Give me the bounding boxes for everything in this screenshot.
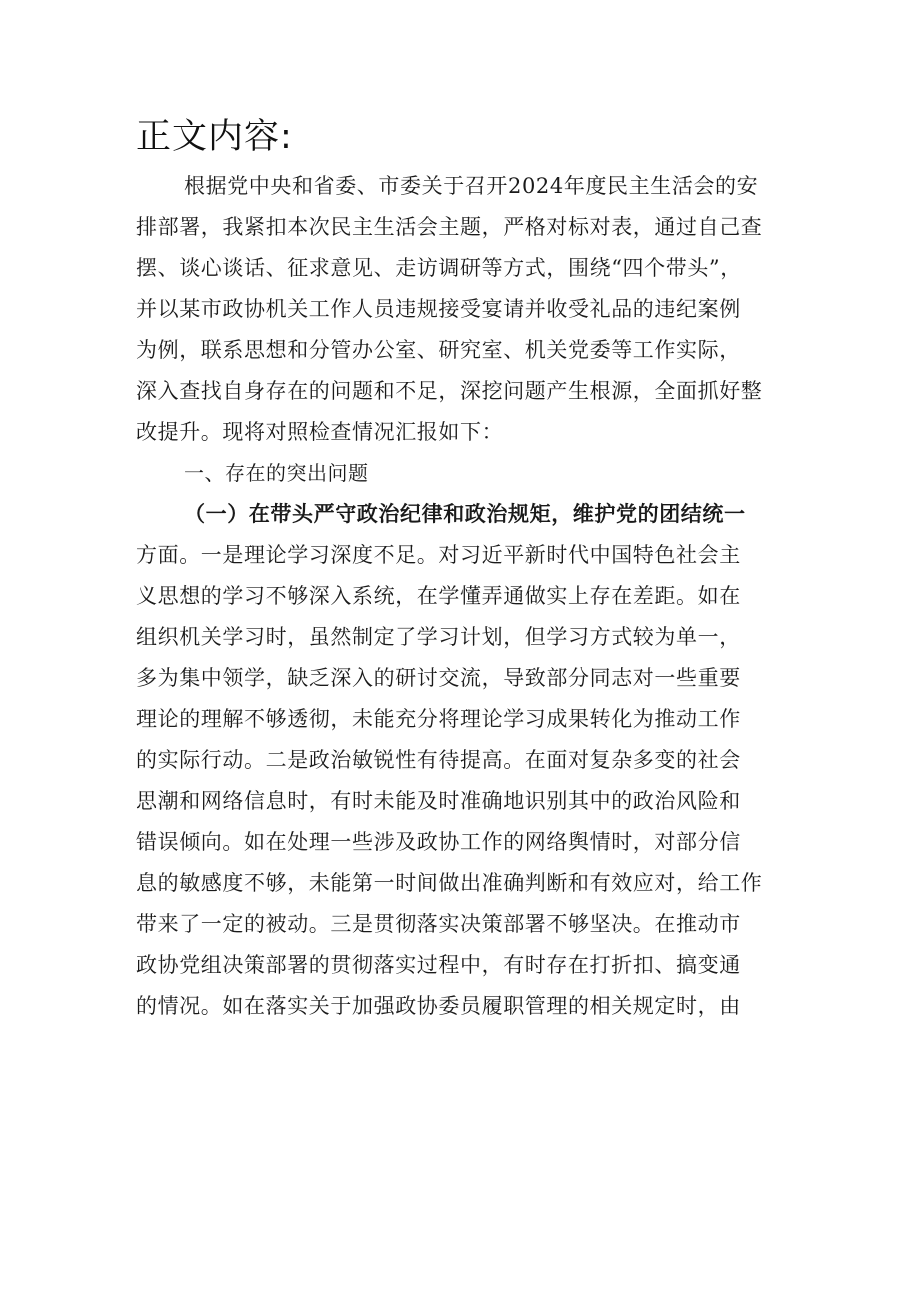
- subsection-line: （一）在带头严守政治纪律和政治规矩，维护党的团结统一: [184, 501, 746, 526]
- subsection-line: 错误倾向。如在处理一些涉及政协工作的网络舆情时，对部分信: [136, 830, 741, 854]
- subsection-line: 政协党组决策部署的贯彻落实过程中，有时存在打折扣、搞变通: [136, 953, 741, 977]
- intro-line: 并以某市政协机关工作人员违规接受宴请并收受礼品的违纪案例: [136, 297, 741, 321]
- subsection-line: 的实际行动。二是政治敏锐性有待提高。在面对复杂多变的社会: [136, 748, 741, 772]
- subsection-line: 思潮和网络信息时，有时未能及时准确地识别其中的政治风险和: [136, 789, 741, 813]
- intro-line: 摆、谈心谈话、征求意见、走访调研等方式，围绕“四个带头”，: [136, 256, 742, 280]
- subsection-line: 息的敏感度不够，未能第一时间做出准确判断和有效应对，给工作: [136, 871, 763, 895]
- subsection-line: 方面。一是理论学习深度不足。对习近平新时代中国特色社会主: [136, 543, 741, 567]
- intro-line: 根据党中央和省委、市委关于召开2024年度民主生活会的安: [184, 174, 759, 198]
- subsection-line: 组织机关学习时，虽然制定了学习计划，但学习方式较为单一，: [136, 625, 741, 649]
- subsection-line: 理论的理解不够透彻，未能充分将理论学习成果转化为推动工作: [136, 707, 741, 731]
- intro-line: 排部署，我紧扣本次民主生活会主题，严格对标对表，通过自己查: [136, 215, 763, 239]
- intro-line: 为例，联系思想和分管办公室、研究室、机关党委等工作实际，: [136, 338, 741, 362]
- subsection-line: 带来了一定的被动。三是贯彻落实决策部署不够坚决。在推动市: [136, 912, 741, 936]
- page-title: 正文内容:: [136, 117, 293, 157]
- subsection-line: 的情况。如在落实关于加强政协委员履职管理的相关规定时，由: [136, 994, 741, 1018]
- intro-line: 改提升。现将对照检查情况汇报如下：: [136, 420, 504, 444]
- subsection-line: 义思想的学习不够深入系统，在学懂弄通做实上存在差距。如在: [136, 584, 741, 608]
- section-heading: 一、存在的突出问题: [184, 461, 369, 485]
- subsection-line: 多为集中领学，缺乏深入的研讨交流，导致部分同志对一些重要: [136, 666, 741, 690]
- intro-line: 深入查找自身存在的问题和不足，深挖问题产生根源，全面抓好整: [136, 379, 763, 403]
